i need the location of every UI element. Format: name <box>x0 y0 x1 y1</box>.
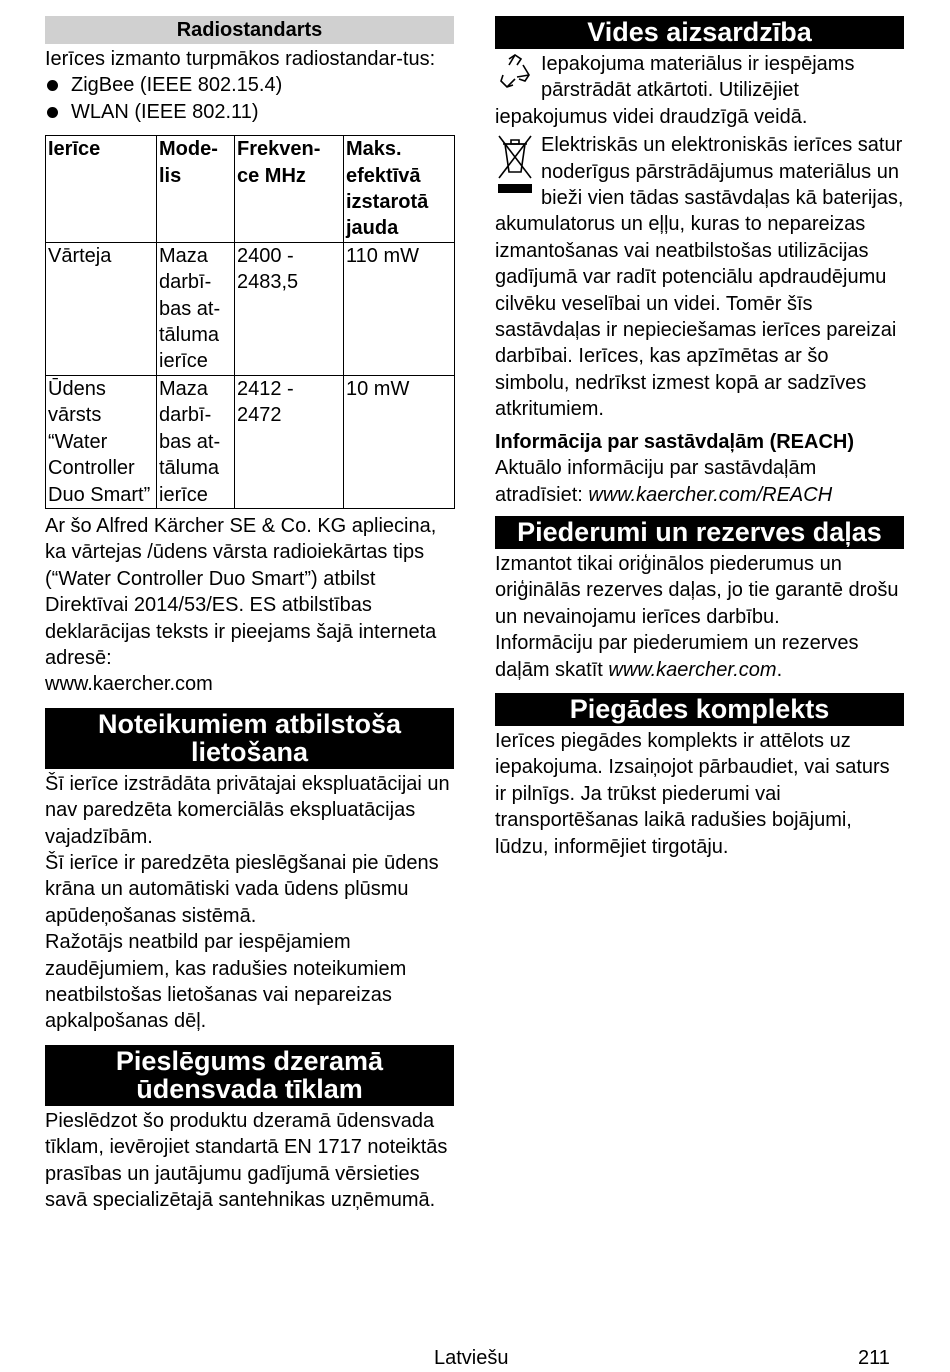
declaration-url: www.kaercher.com <box>45 673 213 696</box>
intended-use-paragraph: Ražotājs neatbild par iespējamiem zaudējumiem, kas radušies noteikumiem neatbilstošas lietošanas vai nepareizas apkalpošanas dēļ. <box>45 931 407 1033</box>
recycle-text: Iepakojuma materiālus ir iespējams pārstrādāt atkārtoti. Utilizējiet iepakojumus videi draudzīgā veidā. <box>495 53 855 128</box>
list-item: WLAN (IEEE 802.11) <box>45 99 454 125</box>
footer-language: Latviešu <box>434 1347 509 1369</box>
drinking-water-paragraph: Pieslēdzot šo produktu dzeramā ūdensvada tīklam, ievērojiet standartā EN 1717 noteiktās prasības un jautājumu gadījumā vērsieties savā specializētajā santehnikas uzņēmumā. <box>45 1109 448 1212</box>
table-row <box>46 375 455 508</box>
column-header: Mode-lis <box>157 136 235 243</box>
table-cell: Maza darbī-bas at-tāluma ierīce <box>157 375 235 508</box>
right-column <box>495 16 904 860</box>
accessories-paragraph: Izmantot tikai oriģinālos piederumus un oriģinālās rezerves daļas, jo tie garantē drošu un nevainojamu ierīces darbību. <box>495 552 899 628</box>
column-header: Maks. efektīvā izstarotā jauda <box>344 136 455 243</box>
reach-text: Aktuālo informāciju par sastāvdaļām atradīsiet: www.kaercher.com/REACH <box>495 457 833 506</box>
intended-use-heading: Noteikumiem atbilstoša lietošana <box>45 708 454 769</box>
reach-url: www.kaercher.com/REACH <box>588 483 833 506</box>
crossed-bin-icon <box>495 132 535 203</box>
radio-table <box>45 135 455 509</box>
table-cell: 2412 - 2472 <box>235 375 344 508</box>
intended-use-paragraph: Šī ierīce izstrādāta privātajai ekspluatācijai un nav paredzēta komerciālās ekspluatācijas vajadzībām. <box>45 772 450 848</box>
recycle-note <box>495 51 904 130</box>
drinking-water-heading: Pieslēgums dzeramā ūdensvada tīklam <box>45 1045 454 1106</box>
radio-standards-heading: Radiostandarts <box>45 16 454 44</box>
weee-text: Elektriskās un elektroniskās ierīces satur noderīgus pārstrādājumus materiālus un bieži vien tādas sastāvdaļas kā baterijas, akumulatorus un eļļu, kuras to nepareizas izmantošanas vai neatbilstošas utilizācijas gadījumā var radīt potenciālu apdraudējumu cilvēku veselībai un videi. Tomēr šīs sastāvdaļas ir nepieciešamas ierīces pareizai darbībai. Ierīces, kas apzīmētas ar šo simbolu, nedrīkst izmest kopā ar sadzīves atkritumiem. <box>495 134 904 421</box>
bullet-icon <box>47 107 58 118</box>
column-header: Frekven-ce MHz <box>235 136 344 243</box>
table-cell: 10 mW <box>344 375 455 508</box>
radio-intro: Ierīces izmanto turpmākos radiostandar-tus: <box>45 48 436 70</box>
column-header: Ierīce <box>46 136 157 243</box>
scope-of-delivery-paragraph: Ierīces piegādes komplekts ir attēlots uz iepakojuma. Izsaiņojot pārbaudiet, vai saturs ir pilnīgs. Ja trūkst piederumi vai transportēšanas laikā radušies bojājumi, lūdzu, informējiet tirgotāju. <box>495 729 890 858</box>
table-cell: 110 mW <box>344 242 455 375</box>
left-column <box>45 16 454 1213</box>
table-row <box>46 242 455 375</box>
accessories-url: www.kaercher.com <box>608 658 777 681</box>
radio-standards-list <box>45 72 454 125</box>
table-cell: Maza darbī-bas at-tāluma ierīce <box>157 242 235 375</box>
recycle-icon <box>495 51 535 100</box>
table-cell: Ūdens vārsts “Water Controller Duo Smart” <box>46 375 157 508</box>
weee-note <box>495 132 904 422</box>
accessories-paragraph: Informāciju par piederumiem un rezerves daļām skatīt www.kaercher.com. <box>495 632 859 681</box>
table-cell: Vārteja <box>46 242 157 375</box>
scope-of-delivery-heading: Piegādes komplekts <box>495 693 904 726</box>
declaration-text: Ar šo Alfred Kärcher SE & Co. KG apliecina, ka vārtejas /ūdens vārsta radioiekārtas tips (“Water Controller Duo Smart”) atbilst Direktīvai 2014/53/ES. ES atbilstības deklarācijas teksts ir pieejams šajā interneta adresē: <box>45 514 437 669</box>
intended-use-paragraph: Šī ierīce ir paredzēta pieslēgšanai pie ūdens krāna un automātiski vada ūdens plūsmu apūdeņošanas sistēmā. <box>45 851 439 927</box>
accessories-heading: Piederumi un rezerves daļas <box>495 516 904 549</box>
table-cell: 2400 - 2483,5 <box>235 242 344 375</box>
list-item: ZigBee (IEEE 802.15.4) <box>45 72 454 98</box>
table-header-row <box>46 136 455 243</box>
reach-title: Informācija par sastāvdaļām (REACH) <box>495 430 855 453</box>
environment-heading: Vides aizsardzība <box>495 16 904 49</box>
page-number: 211 <box>858 1347 890 1369</box>
bullet-icon <box>47 80 58 91</box>
